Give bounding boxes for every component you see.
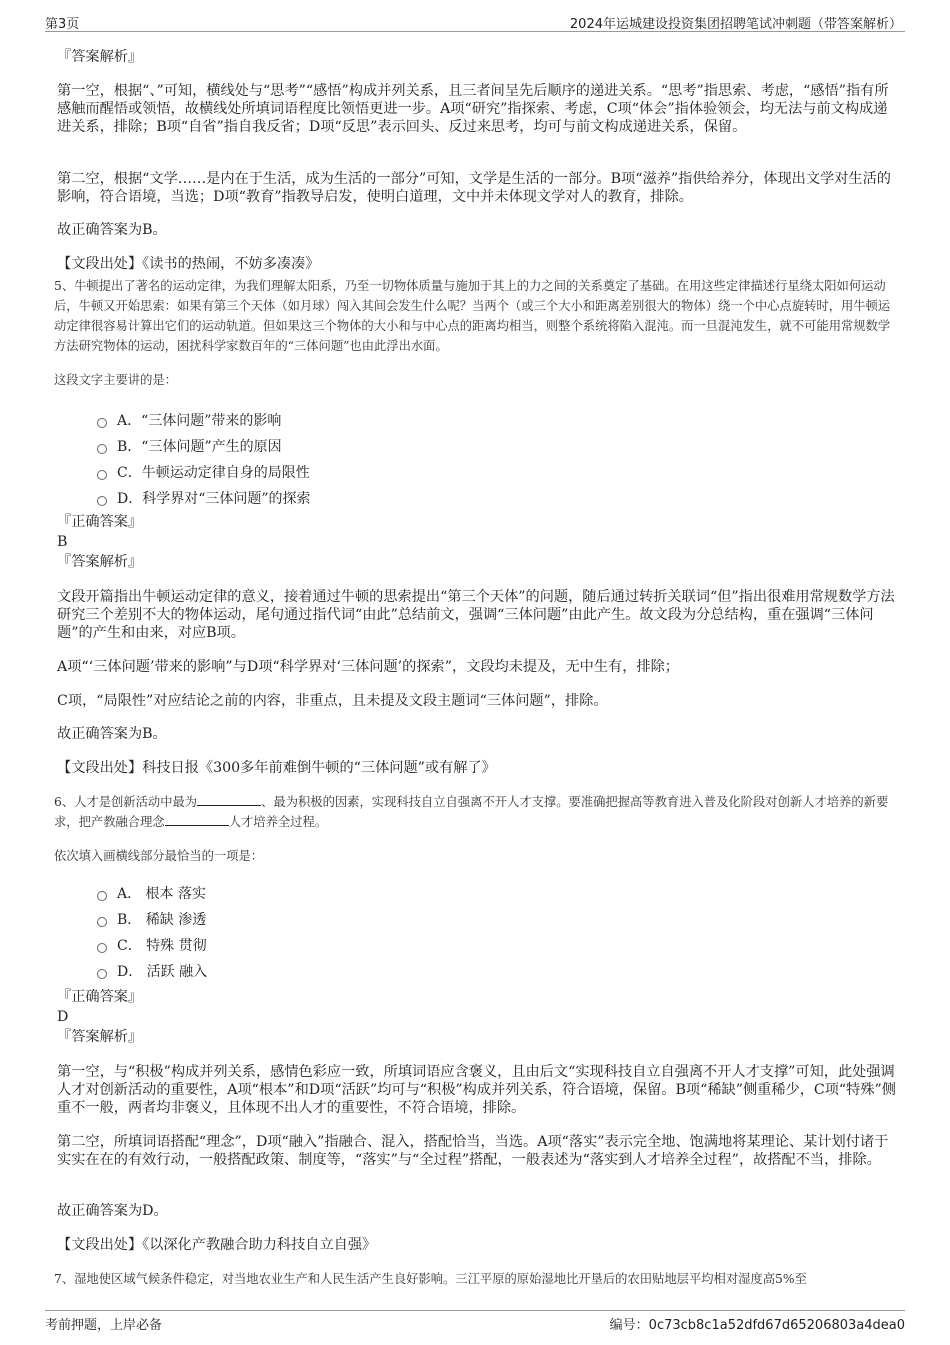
radio-icon[interactable] [97, 917, 107, 927]
option-label: C． 特殊 贯彻 [117, 938, 207, 954]
q5-option-d[interactable] [57, 486, 897, 512]
radio-icon[interactable] [97, 969, 107, 979]
footer-code-value: 0c73cb8c1a52dfd67d65206803a4dea0 [648, 1318, 905, 1333]
q6-stem-part3: 人才培养全过程。 [228, 815, 328, 829]
footer-slogan: 考前押题，上岸必备 [45, 1318, 163, 1333]
page-footer [45, 1310, 905, 1340]
radio-icon[interactable] [97, 470, 107, 480]
option-label: D． 活跃 融入 [117, 964, 208, 980]
document-title: 2024年运城建设投资集团招聘笔试冲刺题（带答案解析） [569, 17, 902, 32]
q5-option-c[interactable] [57, 460, 897, 486]
q4-analysis-p1: 第一空，根据“、”可知，横线处与“思考”“感悟”构成并列关系，且三者间呈先后顺序的递进关系。“思考”指思索、考虑，“感悟”指有所感触而醒悟或领悟，故横线处所填词语程度比领悟更进一步。A项“研究”指探索、考虑，C项“体会”指体验领会，均无法与前文构成递进关系，排除；B项“自省”指自我反省；D项“反思”表示回头、反过来思考，均可与前文构成递进关系，保留。 [57, 83, 889, 135]
option-label: A． 根本 落实 [117, 886, 207, 902]
q5-options [57, 408, 897, 512]
q6-option-c[interactable] [57, 933, 897, 959]
q5-analysis-tag: 『答案解析』 [57, 554, 143, 570]
q6-answer-tag: 『正确答案』 [57, 989, 143, 1005]
option-label: D．科学界对“三体问题”的探索 [117, 491, 311, 507]
q6-conclusion: 故正确答案为D。 [57, 1203, 168, 1219]
q5-conclusion: 故正确答案为B。 [57, 726, 167, 742]
q7-stem: 7、湿地使区域气候条件稳定，对当地农业生产和人民生活产生良好影响。三江平原的原始湿地比开垦后的农田贴地层平均相对湿度高5%至 [54, 1272, 807, 1286]
q6-blank-1 [197, 793, 261, 806]
q5-analysis-p1: 文段开篇指出牛顿运动定律的意义，接着通过牛顿的思索提出“第三个天体”的问题，随后通过转折关联词“但”指出很难用常规数学方法研究三个差别不大的物体运动，尾句通过指代词“由此”总结前文，强调“三体问题”由此产生。故文段为分总结构，重在强调“三体问题”的产生和由来，对应B项。 [57, 589, 895, 641]
option-label: A．“三体问题”带来的影响 [117, 413, 282, 429]
radio-icon[interactable] [97, 496, 107, 506]
q4-source: 【文段出处】《读书的热闹，不妨多凑凑》 [57, 256, 320, 272]
option-label: B． 稀缺 渗透 [117, 912, 207, 928]
header-rule [45, 31, 905, 32]
q6-stem-part1: 6、人才是创新活动中最为 [54, 795, 198, 809]
q5-option-b[interactable] [57, 434, 897, 460]
q6-answer: D [57, 1009, 69, 1025]
radio-icon[interactable] [97, 418, 107, 428]
q4-analysis-tag: 『答案解析』 [57, 49, 143, 65]
q5-analysis-p2: A项“‘三体问题’带来的影响”与D项“科学界对‘三体问题’的探索”，文段均未提及，无中生有，排除； [57, 659, 679, 675]
radio-icon[interactable] [97, 444, 107, 454]
q6-option-d[interactable] [57, 959, 897, 985]
q6-blank-2 [165, 813, 229, 826]
q5-option-a[interactable] [57, 408, 897, 434]
q5-answer-tag: 『正确答案』 [57, 514, 143, 530]
q4-analysis-p2: 第二空，根据“文学……是内在于生活，成为生活的一部分”可知，文学是生活的一部分。B项“滋养”指供给养分，体现出文学对生活的影响，符合语境，当选；D项“教育”指教导启发，使明白道理，文中并未体现文学对人的教育，排除。 [57, 171, 891, 205]
q5-analysis-p3: C项，“局限性”对应结论之前的内容，非重点，且未提及文段主题词“三体问题”，排除。 [57, 693, 608, 709]
q6-prompt: 依次填入画横线部分最恰当的一项是： [54, 849, 264, 863]
q6-stem [54, 792, 899, 832]
footer-rule [45, 1310, 905, 1311]
footer-code-label: 编号： [609, 1318, 649, 1333]
page-number: 第3页 [45, 17, 80, 32]
q5-stem: 5、牛顿提出了著名的运动定律，为我们理解太阳系，乃至一切物体质量与施加于其上的力之间的关系奠定了基础。在用这些定律描述行星绕太阳如何运动后，牛顿又开始思索：如果有第三个天体（如月球）闯入其间会发生什么呢？当两个（或三个大小和距离差别很大的物体）绕一个中心点旋转时，用牛顿运动定律很容易计算出它们的运动轨道。但如果这三个物体的大小和与中心点的距离均相当，则整个系统将陷入混沌。而一旦混沌发生，就不可能用常规数学方法研究物体的运动，困扰科学家数百年的“三体问题”也由此浮出水面。 [54, 279, 891, 353]
q4-conclusion: 故正确答案为B。 [57, 222, 167, 238]
radio-icon[interactable] [97, 891, 107, 901]
q6-analysis-p1: 第一空，与“积极”构成并列关系，感情色彩应一致，所填词语应含褒义，且由后文“实现科技自立自强离不开人才支撑”可知，此处强调人才对创新活动的重要性，A项“根本”和D项“活跃”均可与“积极”构成并列关系，符合语境，保留。B项“稀缺”侧重稀少，C项“特殊”侧重不一般，两者均非褒义，且体现不出人才的重要性，不符合语境，排除。 [57, 1064, 896, 1116]
q6-options [57, 881, 897, 985]
q6-analysis-tag: 『答案解析』 [57, 1029, 143, 1045]
q6-stem-part2: 、最为积极的因素，实现科技自立自强离不开人才支撑。要准确把握高等教育进入普及化阶段对创新人才培养的新要求，把产教融合理念 [54, 795, 889, 829]
option-label: C．牛顿运动定律自身的局限性 [117, 465, 310, 481]
q6-analysis-p2: 第二空，所填词语搭配“理念”，D项“融入”指融合、混入，搭配恰当，当选。A项“落实”表示完全地、饱满地将某理论、某计划付诸于实实在在的有效行动，一般搭配政策、制度等，“落实”与“全过程”搭配，一般表述为“落实到人才培养全过程”，故搭配不当，排除。 [57, 1134, 889, 1168]
option-label: B．“三体问题”产生的原因 [117, 439, 282, 455]
page-header [0, 0, 950, 34]
q6-source: 【文段出处】《以深化产教融合助力科技自立自强》 [57, 1237, 377, 1253]
q5-prompt: 这段文字主要讲的是： [54, 373, 177, 387]
q6-option-b[interactable] [57, 907, 897, 933]
q6-option-a[interactable] [57, 881, 897, 907]
radio-icon[interactable] [97, 943, 107, 953]
q5-answer: B [57, 534, 68, 550]
footer-code [610, 1314, 905, 1333]
q5-source: 【文段出处】科技日报《300多年前难倒牛顿的“三体问题”或有解了》 [57, 760, 496, 776]
